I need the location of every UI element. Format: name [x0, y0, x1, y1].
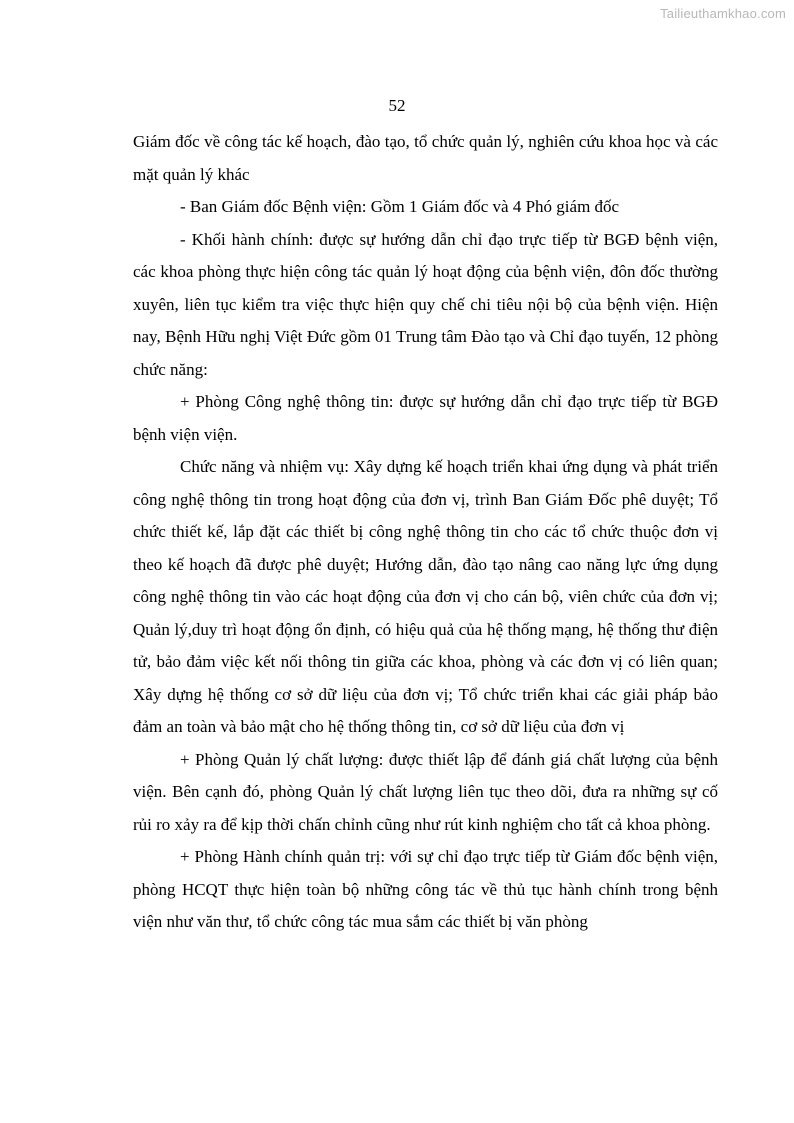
paragraph: + Phòng Công nghệ thông tin: được sự hướng dẫn chỉ đạo trực tiếp từ BGĐ bệnh viện viện.	[133, 392, 718, 444]
page-number: 52	[388, 96, 406, 115]
paragraph: + Phòng Hành chính quản trị: với sự chỉ đạo trực tiếp từ Giám đốc bệnh viện, phòng HCQT thực hiện toàn bộ những công tác về thủ tục hành chính trong bệnh viện như văn thư, tổ chức công tác mua sắm các thiết bị văn phòng	[133, 847, 718, 931]
paragraph: Giám đốc về công tác kế hoạch, đào tạo, tổ chức quản lý, nghiên cứu khoa học và các mặt quản lý khác	[133, 132, 718, 184]
paragraph: - Khối hành chính: được sự hướng dẫn chỉ đạo trực tiếp từ BGĐ bệnh viện, các khoa phòng thực hiện công tác quản lý hoạt động của bệnh viện, đôn đốc thường xuyên, liên tục kiểm tra việc thực hiện quy chế chi tiêu nội bộ của bệnh viện. Hiện nay, Bệnh Hữu nghị Việt Đức gồm 01 Trung tâm Đào tạo và Chỉ đạo tuyến, 12 phòng chức năng:	[133, 229, 718, 379]
paragraph: Chức năng và nhiệm vụ: Xây dựng kế hoạch triển khai ứng dụng và phát triển công nghệ thông tin trong hoạt động của đơn vị, trình Ban Giám Đốc phê duyệt; Tổ chức thiết kế, lắp đặt các thiết bị công nghệ thông tin cho các tổ chức thuộc đơn vị theo kế hoạch đã được phê duyệt; Hướng dẫn, đào tạo nâng cao năng lực ứng dụng công nghệ thông tin vào các hoạt động của đơn vị cho cán bộ, viên chức của đơn vị; Quản lý,duy trì hoạt động ổn định, có hiệu quả của hệ thống mạng, hệ thống thư điện tử, bảo đảm việc kết nối thông tin giữa các khoa, phòng và các đơn vị có liên quan; Xây dựng hệ thống cơ sở dữ liệu của đơn vị; Tổ chức triển khai các giải pháp bảo đảm an toàn và bảo mật cho hệ thống thông tin, cơ sở dữ liệu của đơn vị	[133, 457, 718, 736]
paragraph: + Phòng Quản lý chất lượng: được thiết lập để đánh giá chất lượng của bệnh viện. Bên cạnh đó, phòng Quản lý chất lượng liên tục theo dõi, đưa ra những sự cố rủi ro xảy ra để kịp thời chấn chỉnh cũng như rút kinh nghiệm cho tất cả khoa phòng.	[133, 749, 718, 834]
watermark: Tailieuthamkhao.com	[660, 6, 786, 21]
paragraph: - Ban Giám đốc Bệnh viện: Gồm 1 Giám đốc và 4 Phó giám đốc	[180, 197, 620, 216]
document-body	[133, 126, 718, 939]
